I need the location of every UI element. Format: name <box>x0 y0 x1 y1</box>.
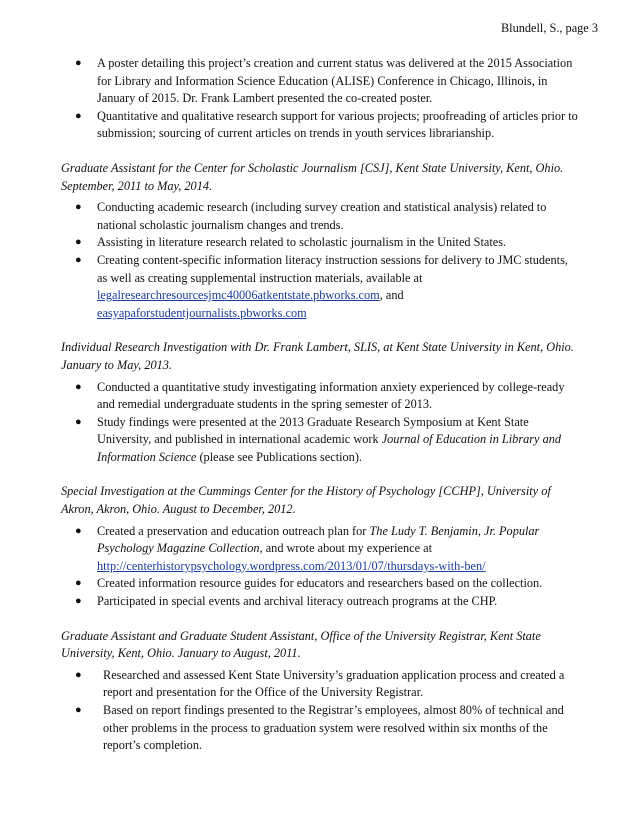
bullet-text: Based on report findings presented to the Registrar’s employees, almost 80% of technical and other problems in the process to graduation system were resolved within six months of the report’s completion. <box>103 703 564 753</box>
bullet-text: Assisting in literature research related to scholastic journalism in the United States. <box>97 235 507 250</box>
bullet-text: Conducting academic research (including survey creation and statistical analysis) related to national scholastic journalism changes and trends. <box>97 200 547 232</box>
collection-title: The Ludy T. Benjamin, Jr. Popular Psychology Magazine Collection <box>97 523 540 556</box>
section-title: Individual Research Investigation with Dr. Frank Lambert, SLIS, at Kent State University in Kent, Ohio. January to May, 2013. <box>61 340 574 372</box>
list-item <box>61 667 581 702</box>
bullet-text: Participated in special events and archival literacy outreach programs at the CHP. <box>97 594 498 609</box>
bullet-list <box>61 523 581 611</box>
bullet-text: Creating content-specific information literacy instruction sessions for delivery to JMC students, as well as creating supplemental instruction materials, available at <box>97 252 568 285</box>
bullet-text: Conducted a quantitative study investigating information anxiety experienced by college-ready and remedial undergraduate students in the spring semester of 2013. <box>97 379 565 412</box>
bullet-list <box>61 379 581 467</box>
bullet-icon: ● <box>75 109 82 122</box>
section-registrar <box>61 628 581 755</box>
bullet-text: , and wrote about my experience at <box>259 541 432 556</box>
bullet-icon: ● <box>75 253 82 266</box>
list-item <box>61 252 581 322</box>
journal-title: Journal of Education in Library and Information Science <box>97 432 562 464</box>
bullet-icon: ● <box>75 668 82 681</box>
pbworks-link-legal-research[interactable]: legalresearchresourcesjmc40006atkentstate.pbworks.com <box>97 288 380 303</box>
list-item <box>61 379 581 414</box>
bullet-icon: ● <box>75 524 82 537</box>
conjunction-text: , and <box>379 288 404 303</box>
list-item <box>61 55 581 108</box>
bullet-icon: ● <box>75 236 82 249</box>
bullet-text: A poster detailing this project’s creation and current status was delivered at the 2015 Association for Library and Information Science Education (ALISE) Conference in Chicago, Illinois, in January of 2015. Dr. Frank Lambert presented the co-created poster. <box>97 56 573 106</box>
section-cchp <box>61 483 581 610</box>
bullet-text: Created a preservation and education outreach plan for <box>97 523 367 538</box>
intro-bullet-list <box>61 55 581 143</box>
section-individual-research <box>61 339 581 466</box>
bullet-text: (please see Publications section). <box>199 449 362 464</box>
bullet-text: Study findings were presented at the 2013 Graduate Research Symposium at Kent State University, and published in international academic work <box>97 414 529 447</box>
bullet-text: Quantitative and qualitative research support for various projects; proofreading of articles prior to submission; sourcing of current articles on trends in youth services librarianship. <box>97 108 578 141</box>
section-title: Graduate Assistant for the Center for Scholastic Journalism [CSJ], Kent State University, Kent, Ohio. September, 2011 to May, 2014. <box>61 160 564 193</box>
bullet-text: Created information resource guides for educators and researchers based on the collection. <box>97 576 543 591</box>
bullet-icon: ● <box>75 201 82 214</box>
list-item <box>61 523 581 576</box>
list-item <box>61 414 581 467</box>
section-csj <box>61 160 581 322</box>
list-item <box>61 234 581 252</box>
bullet-text: Researched and assessed Kent State University’s graduation application process and created a report and presentation for the Office of the University Registrar. <box>103 667 565 700</box>
list-item <box>61 108 581 143</box>
pbworks-link-easy-apa[interactable]: easyapaforstudentjournalists.pbworks.com <box>97 305 307 320</box>
bullet-icon: ● <box>75 380 82 393</box>
list-item <box>61 702 581 755</box>
bullet-icon: ● <box>75 57 82 69</box>
section-title: Graduate Assistant and Graduate Student Assistant, Office of the University Registrar, Kent State University, Kent, Ohio. January to August, 2011. <box>61 628 541 661</box>
section-title: Special Investigation at the Cummings Center for the History of Psychology [CCHP], University of Akron, Akron, Ohio. August to December, 2012. <box>61 484 551 517</box>
running-head: Blundell, S., page 3 <box>500 21 598 35</box>
list-item <box>61 199 581 234</box>
bullet-icon: ● <box>75 595 82 608</box>
blog-post-link[interactable]: http://centerhistorypsychology.wordpress.com/2013/01/07/thursdays-with-ben/ <box>97 558 486 573</box>
bullet-list <box>61 199 581 322</box>
list-item <box>61 575 581 593</box>
bullet-icon: ● <box>75 577 82 590</box>
page-content <box>61 55 581 755</box>
bullet-icon: ● <box>75 415 82 428</box>
list-item <box>61 593 581 611</box>
bullet-list <box>61 667 581 755</box>
bullet-icon: ● <box>75 704 82 716</box>
